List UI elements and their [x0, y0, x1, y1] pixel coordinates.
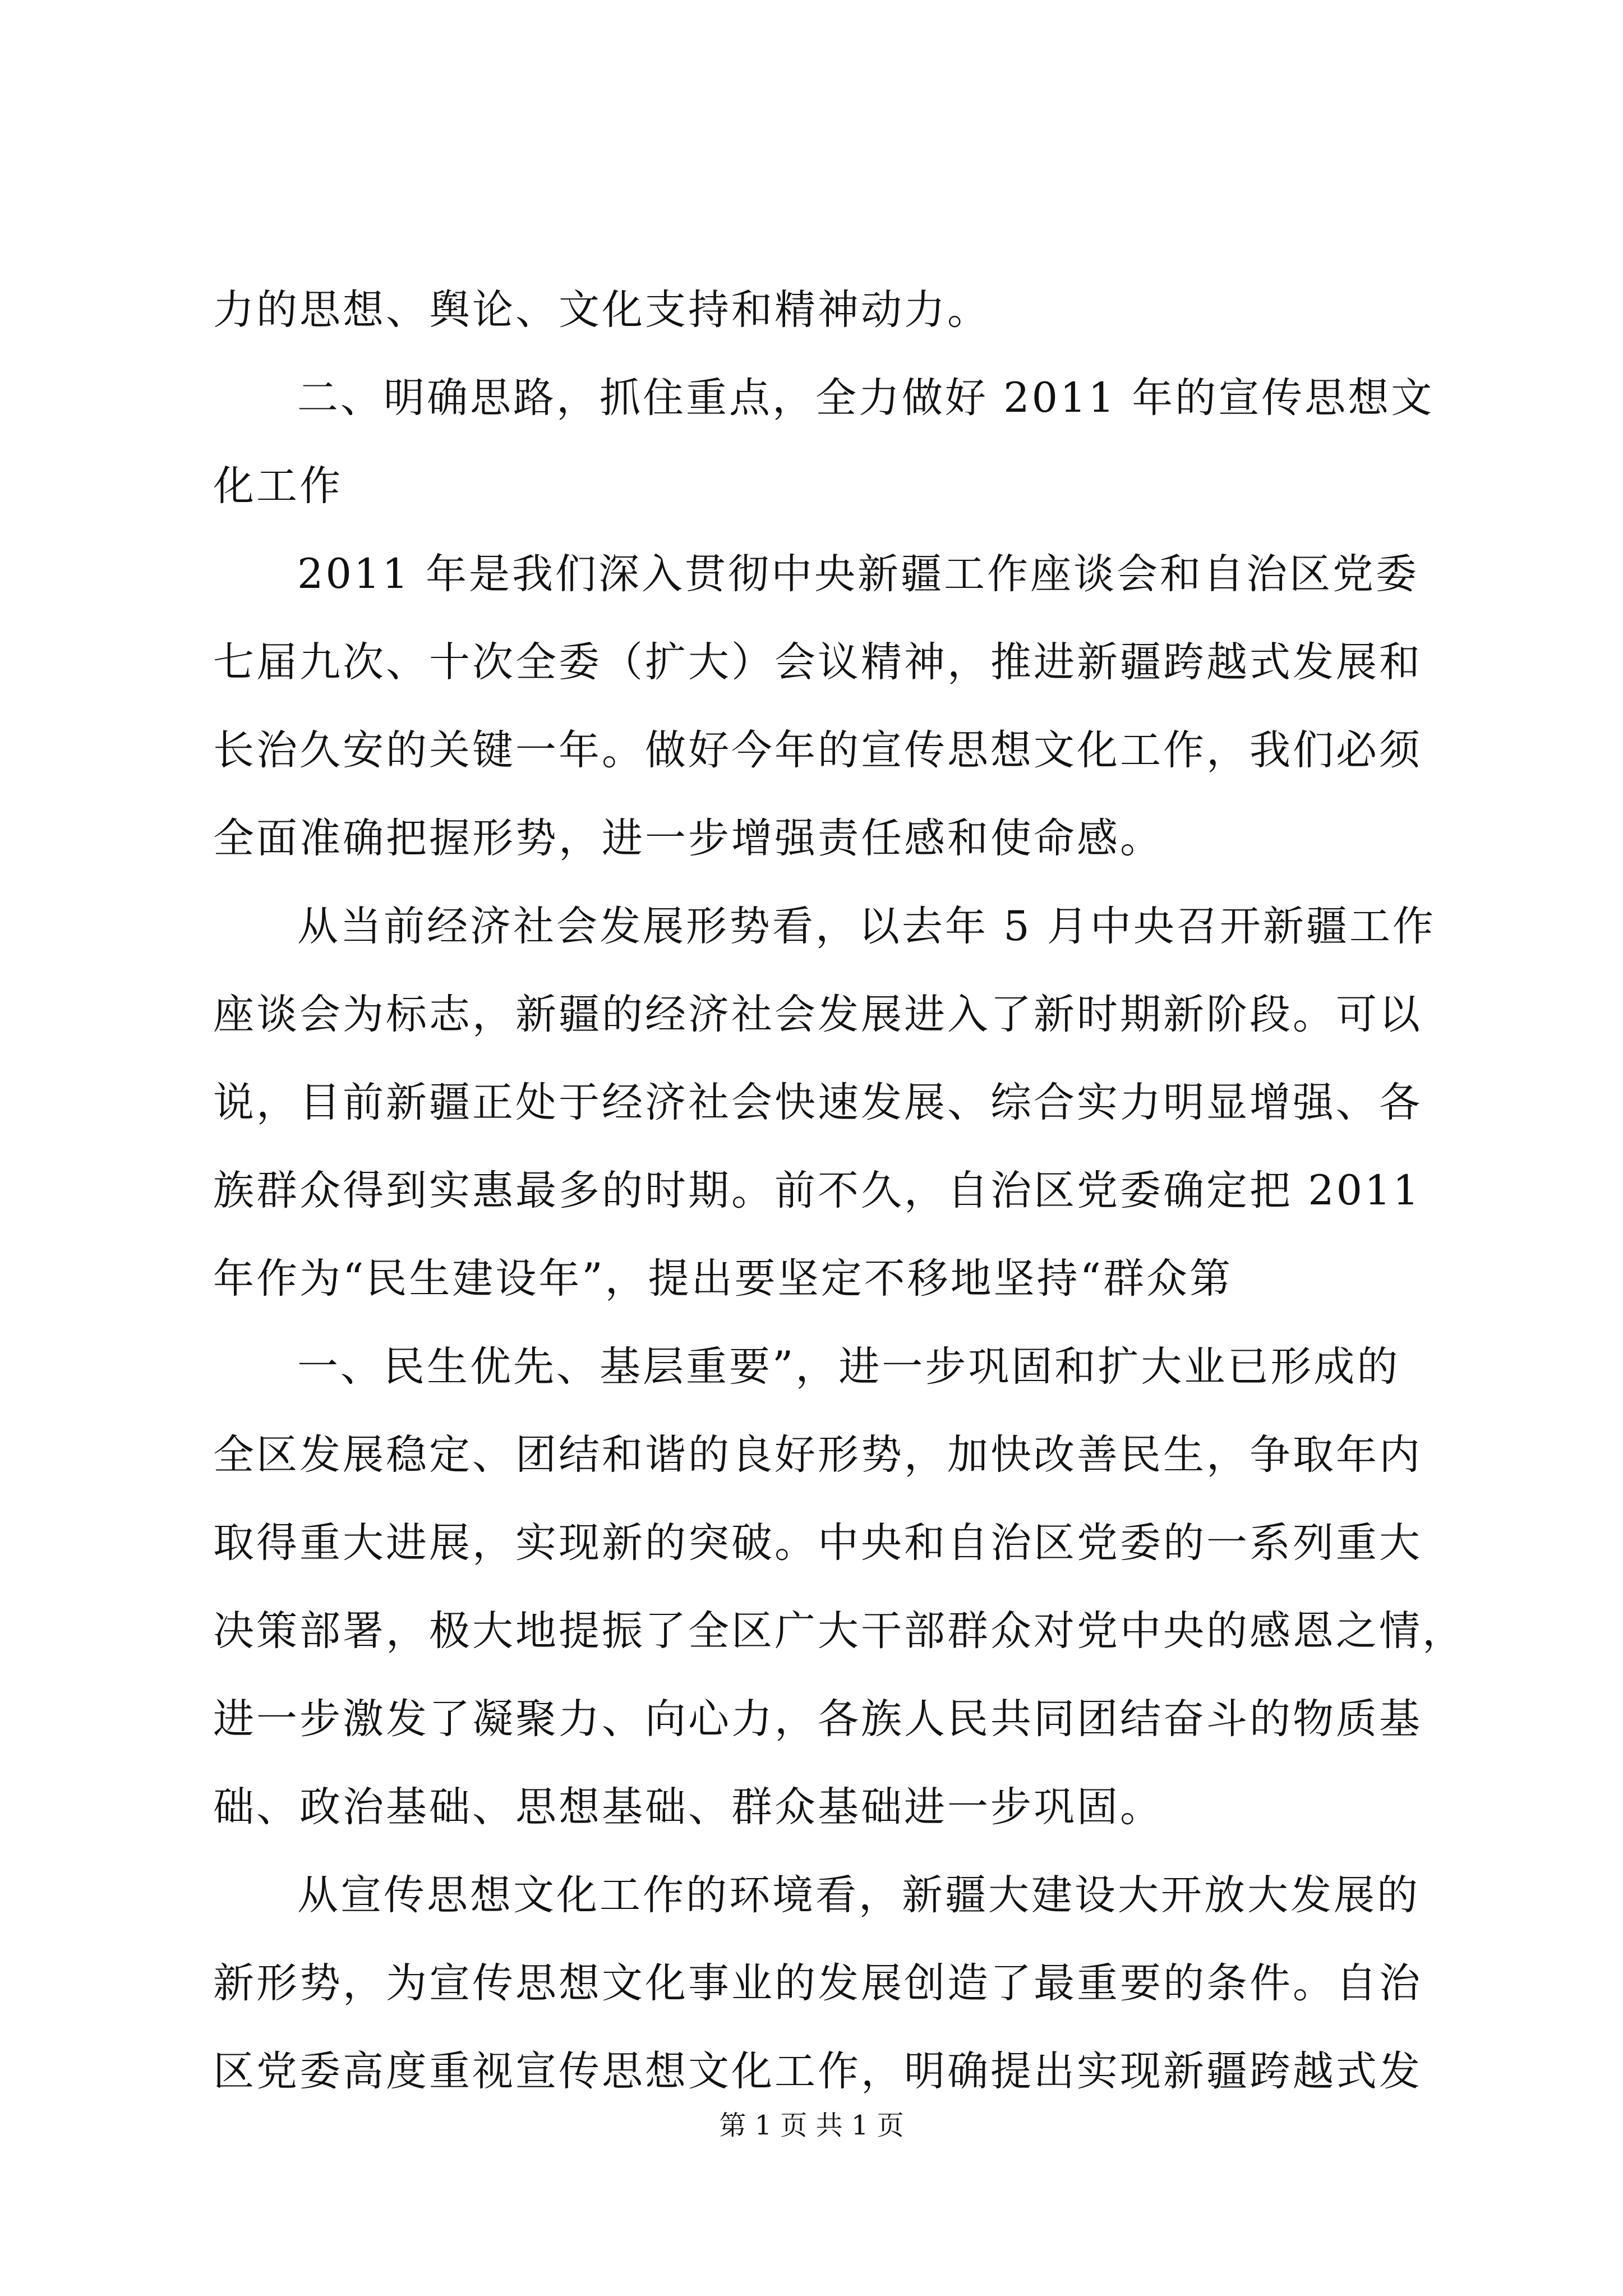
page-footer	[0, 2104, 1623, 2142]
document-body	[213, 266, 1465, 2115]
text-line: 进一步激发了凝聚力、向心力，各族人民共同团结奋斗的物质基	[213, 1695, 1422, 1743]
text-line: 全区发展稳定、团结和谐的良好形势，加快改善民生，争取年内	[213, 1431, 1422, 1479]
text-line: 长治久安的关键一年。做好今年的宣传思想文化工作，我们必须	[213, 726, 1422, 774]
text-line: 七届九次、十次全委（扩大）会议精神，推进新疆跨越式发展和	[213, 638, 1422, 686]
text-line: 础、政治基础、思想基础、群众基础进一步巩固。	[213, 1783, 1163, 1831]
paragraph-start-line: 2011 年是我们深入贯彻中央新疆工作座谈会和自治区党委	[297, 550, 1419, 598]
text-line: 族群众得到实惠最多的时期。前不久，自治区党委确定把 2011	[213, 1167, 1421, 1214]
text-line: 说，目前新疆正处于经济社会快速发展、综合实力明显增强、各	[213, 1079, 1422, 1126]
section-heading-line: 二、明确思路，抓住重点，全力做好 2011 年的宣传思想文	[297, 374, 1435, 422]
text-line: 年作为“民生建设年”，提出要坚定不移地坚持“群众第	[213, 1255, 1233, 1303]
paragraph-start-line: 一、民生优先、基层重要”，进一步巩固和扩大业已形成的	[297, 1343, 1400, 1391]
text-line: 取得重大进展，实现新的突破。中央和自治区党委的一系列重大	[213, 1519, 1422, 1567]
section-heading-line: 化工作	[213, 462, 343, 510]
paragraph-start-line: 从宣传思想文化工作的环境看，新疆大建设大开放大发展的	[297, 1871, 1420, 1919]
text-line: 座谈会为标志，新疆的经济社会发展进入了新时期新阶段。可以	[213, 991, 1422, 1038]
text-line: 决策部署，极大地提振了全区广大干部群众对党中央的感恩之情，	[213, 1607, 1465, 1655]
text-line: 力的思想、舆论、文化支持和精神动力。	[213, 286, 990, 334]
text-line: 新形势，为宣传思想文化事业的发展创造了最重要的条件。自治	[213, 1959, 1422, 2007]
text-line: 全面准确把握形势，进一步增强责任感和使命感。	[213, 815, 1163, 862]
page-number-label: 第 1 页 共 1 页	[719, 2110, 904, 2141]
text-line: 区党委高度重视宣传思想文化工作，明确提出实现新疆跨越式发	[213, 2047, 1422, 2095]
paragraph-start-line: 从当前经济社会发展形势看，以去年 5 月中央召开新疆工作	[297, 903, 1436, 950]
